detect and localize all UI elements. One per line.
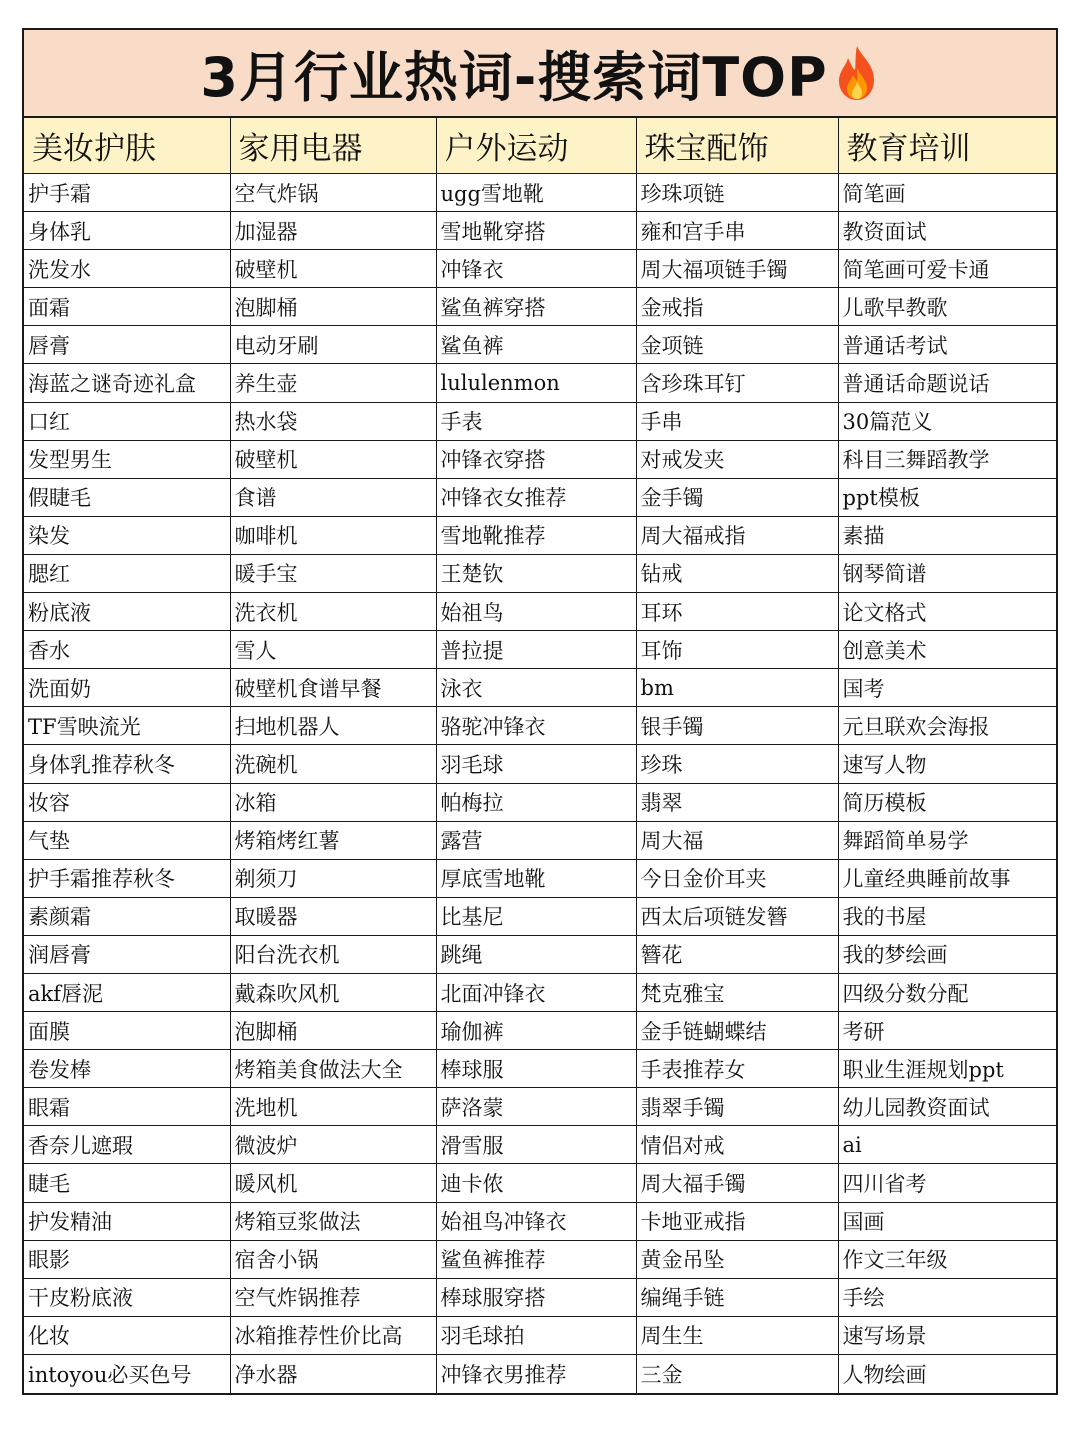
table-row <box>24 821 1056 859</box>
table-cell: 简历模板 <box>838 783 1056 821</box>
column-header-education: 教育培训 <box>838 118 1056 174</box>
table-cell: 电动牙刷 <box>230 326 436 364</box>
page-title: 3月行业热词-搜索词TOP <box>200 45 828 109</box>
table-row <box>24 326 1056 364</box>
table-cell: 论文格式 <box>838 593 1056 631</box>
table-cell: TF雪映流光 <box>24 707 230 745</box>
table-cell: 钢琴简谱 <box>838 554 1056 592</box>
table-cell: 羽毛球拍 <box>436 1316 636 1354</box>
table-cell: 唇膏 <box>24 326 230 364</box>
table-cell: 睫毛 <box>24 1164 230 1202</box>
table-cell: 妆容 <box>24 783 230 821</box>
table-row <box>24 745 1056 783</box>
table-row <box>24 669 1056 707</box>
table-cell: 扫地机器人 <box>230 707 436 745</box>
table-cell: 始祖鸟冲锋衣 <box>436 1202 636 1240</box>
table-cell: 珍珠项链 <box>636 174 838 212</box>
table-cell: 手表 <box>436 402 636 440</box>
table-cell: 破壁机 <box>230 440 436 478</box>
table-cell: 空气炸锅推荐 <box>230 1278 436 1316</box>
table-cell: 普通话命题说话 <box>838 364 1056 402</box>
table-cell: 洗衣机 <box>230 593 436 631</box>
table-row <box>24 402 1056 440</box>
table-cell: 鲨鱼裤推荐 <box>436 1240 636 1278</box>
table-cell: 簪花 <box>636 935 838 973</box>
column-header-appliances: 家用电器 <box>230 118 436 174</box>
table-cell: 阳台洗衣机 <box>230 935 436 973</box>
table-cell: 鲨鱼裤穿搭 <box>436 288 636 326</box>
table-cell: 元旦联欢会海报 <box>838 707 1056 745</box>
table-cell: 热水袋 <box>230 402 436 440</box>
table-cell: 幼儿园教资面试 <box>838 1088 1056 1126</box>
table-cell: 翡翠手镯 <box>636 1088 838 1126</box>
table-cell: 泡脚桶 <box>230 1012 436 1050</box>
table-cell: 暖手宝 <box>230 554 436 592</box>
table-cell: 含珍珠耳钉 <box>636 364 838 402</box>
table-cell: 钻戒 <box>636 554 838 592</box>
table-row <box>24 516 1056 554</box>
table-cell: 情侣对戒 <box>636 1126 838 1164</box>
table-cell: 瑜伽裤 <box>436 1012 636 1050</box>
column-header-outdoor: 户外运动 <box>436 118 636 174</box>
table-row <box>24 1126 1056 1164</box>
table-cell: 北面冲锋衣 <box>436 973 636 1011</box>
table-cell: 冰箱 <box>230 783 436 821</box>
table-cell: 香奈儿遮瑕 <box>24 1126 230 1164</box>
table-row <box>24 973 1056 1011</box>
table-row <box>24 212 1056 250</box>
table-row <box>24 250 1056 288</box>
table-cell: 素描 <box>838 516 1056 554</box>
table-cell: 腮红 <box>24 554 230 592</box>
table-cell: 身体乳 <box>24 212 230 250</box>
table-cell: 黄金吊坠 <box>636 1240 838 1278</box>
table-cell: 养生壶 <box>230 364 436 402</box>
table-cell: 雍和宫手串 <box>636 212 838 250</box>
table-cell: 骆驼冲锋衣 <box>436 707 636 745</box>
table-cell: 卷发棒 <box>24 1050 230 1088</box>
table-cell: 泳衣 <box>436 669 636 707</box>
table-cell: 棒球服 <box>436 1050 636 1088</box>
table-row <box>24 478 1056 516</box>
table-cell: 三金 <box>636 1354 838 1392</box>
table-cell: 今日金价耳夹 <box>636 859 838 897</box>
table-cell: 教资面试 <box>838 212 1056 250</box>
table-cell: 周大福戒指 <box>636 516 838 554</box>
table-cell: 空气炸锅 <box>230 174 436 212</box>
table-row <box>24 1278 1056 1316</box>
table-cell: ai <box>838 1126 1056 1164</box>
table-cell: 净水器 <box>230 1354 436 1392</box>
table-row <box>24 631 1056 669</box>
table-cell: 卡地亚戒指 <box>636 1202 838 1240</box>
fire-icon <box>834 44 880 102</box>
table-cell: 冰箱推荐性价比高 <box>230 1316 436 1354</box>
table-cell: 海蓝之谜奇迹礼盒 <box>24 364 230 402</box>
table-cell: 眼霜 <box>24 1088 230 1126</box>
hot-words-sheet <box>22 28 1058 1395</box>
keyword-table <box>24 118 1056 1393</box>
table-cell: 冲锋衣男推荐 <box>436 1354 636 1392</box>
table-row <box>24 707 1056 745</box>
title-bar <box>24 30 1056 118</box>
column-header-jewelry: 珠宝配饰 <box>636 118 838 174</box>
table-cell: 舞蹈简单易学 <box>838 821 1056 859</box>
table-cell: lululenmon <box>436 364 636 402</box>
table-row <box>24 174 1056 212</box>
table-cell: 国画 <box>838 1202 1056 1240</box>
table-cell: 护手霜 <box>24 174 230 212</box>
table-cell: 耳环 <box>636 593 838 631</box>
table-cell: 化妆 <box>24 1316 230 1354</box>
table-cell: 帕梅拉 <box>436 783 636 821</box>
table-cell: 染发 <box>24 516 230 554</box>
table-cell: 口红 <box>24 402 230 440</box>
table-cell: 干皮粉底液 <box>24 1278 230 1316</box>
table-cell: 羽毛球 <box>436 745 636 783</box>
table-cell: ppt模板 <box>838 478 1056 516</box>
table-cell: 戴森吹风机 <box>230 973 436 1011</box>
table-cell: 梵克雅宝 <box>636 973 838 1011</box>
table-cell: 护手霜推荐秋冬 <box>24 859 230 897</box>
table-cell: 始祖鸟 <box>436 593 636 631</box>
table-cell: 国考 <box>838 669 1056 707</box>
table-cell: 普通话考试 <box>838 326 1056 364</box>
table-cell: 跳绳 <box>436 935 636 973</box>
table-cell: 假睫毛 <box>24 478 230 516</box>
table-cell: 考研 <box>838 1012 1056 1050</box>
table-row <box>24 440 1056 478</box>
table-cell: 洗发水 <box>24 250 230 288</box>
table-row <box>24 1164 1056 1202</box>
table-cell: 洗面奶 <box>24 669 230 707</box>
table-cell: 金戒指 <box>636 288 838 326</box>
table-row <box>24 1088 1056 1126</box>
table-row <box>24 554 1056 592</box>
table-cell: 30篇范义 <box>838 402 1056 440</box>
table-cell: 人物绘画 <box>838 1354 1056 1392</box>
table-cell: 发型男生 <box>24 440 230 478</box>
table-cell: 洗地机 <box>230 1088 436 1126</box>
table-cell: 食谱 <box>230 478 436 516</box>
table-cell: 王楚钦 <box>436 554 636 592</box>
table-cell: 雪地靴推荐 <box>436 516 636 554</box>
table-row <box>24 783 1056 821</box>
table-row <box>24 593 1056 631</box>
table-cell: 冲锋衣女推荐 <box>436 478 636 516</box>
table-row <box>24 859 1056 897</box>
table-cell: 鲨鱼裤 <box>436 326 636 364</box>
table-cell: 儿歌早教歌 <box>838 288 1056 326</box>
table-cell: 破壁机食谱早餐 <box>230 669 436 707</box>
table-cell: 金手镯 <box>636 478 838 516</box>
table-body <box>24 174 1056 1393</box>
table-cell: 香水 <box>24 631 230 669</box>
table-row <box>24 364 1056 402</box>
table-cell: 微波炉 <box>230 1126 436 1164</box>
column-header-beauty: 美妆护肤 <box>24 118 230 174</box>
table-row <box>24 1354 1056 1392</box>
table-cell: 简笔画 <box>838 174 1056 212</box>
table-cell: 周大福手镯 <box>636 1164 838 1202</box>
table-row <box>24 897 1056 935</box>
table-cell: 速写人物 <box>838 745 1056 783</box>
table-cell: bm <box>636 669 838 707</box>
table-cell: 我的梦绘画 <box>838 935 1056 973</box>
table-cell: 取暖器 <box>230 897 436 935</box>
table-cell: 普拉提 <box>436 631 636 669</box>
table-cell: 冲锋衣 <box>436 250 636 288</box>
table-cell: 洗碗机 <box>230 745 436 783</box>
table-cell: 露营 <box>436 821 636 859</box>
table-cell: 破壁机 <box>230 250 436 288</box>
table-cell: 比基尼 <box>436 897 636 935</box>
table-cell: 雪地靴穿搭 <box>436 212 636 250</box>
table-cell: 手串 <box>636 402 838 440</box>
table-cell: 编绳手链 <box>636 1278 838 1316</box>
table-cell: 速写场景 <box>838 1316 1056 1354</box>
table-row <box>24 1050 1056 1088</box>
table-cell: 科目三舞蹈教学 <box>838 440 1056 478</box>
table-cell: intoyou必买色号 <box>24 1354 230 1392</box>
table-cell: 眼影 <box>24 1240 230 1278</box>
table-cell: 烤箱豆浆做法 <box>230 1202 436 1240</box>
table-cell: 珍珠 <box>636 745 838 783</box>
table-cell: 暖风机 <box>230 1164 436 1202</box>
table-row <box>24 1012 1056 1050</box>
table-cell: 萨洛蒙 <box>436 1088 636 1126</box>
table-cell: 咖啡机 <box>230 516 436 554</box>
table-cell: 作文三年级 <box>838 1240 1056 1278</box>
table-row <box>24 1240 1056 1278</box>
table-cell: 简笔画可爱卡通 <box>838 250 1056 288</box>
table-cell: 雪人 <box>230 631 436 669</box>
table-cell: 宿舍小锅 <box>230 1240 436 1278</box>
table-cell: 素颜霜 <box>24 897 230 935</box>
table-cell: 迪卡侬 <box>436 1164 636 1202</box>
table-row <box>24 288 1056 326</box>
table-cell: 金手链蝴蝶结 <box>636 1012 838 1050</box>
table-cell: 泡脚桶 <box>230 288 436 326</box>
table-cell: 银手镯 <box>636 707 838 745</box>
table-cell: 金项链 <box>636 326 838 364</box>
table-cell: 我的书屋 <box>838 897 1056 935</box>
table-cell: ugg雪地靴 <box>436 174 636 212</box>
header-row <box>24 118 1056 174</box>
table-cell: 身体乳推荐秋冬 <box>24 745 230 783</box>
table-row <box>24 935 1056 973</box>
table-cell: 四级分数分配 <box>838 973 1056 1011</box>
table-row <box>24 1202 1056 1240</box>
table-cell: 面膜 <box>24 1012 230 1050</box>
table-cell: 四川省考 <box>838 1164 1056 1202</box>
table-cell: akf唇泥 <box>24 973 230 1011</box>
table-cell: 粉底液 <box>24 593 230 631</box>
table-cell: 加湿器 <box>230 212 436 250</box>
table-cell: 周大福项链手镯 <box>636 250 838 288</box>
table-cell: 儿童经典睡前故事 <box>838 859 1056 897</box>
table-cell: 护发精油 <box>24 1202 230 1240</box>
table-cell: 手绘 <box>838 1278 1056 1316</box>
table-cell: 气垫 <box>24 821 230 859</box>
table-cell: 厚底雪地靴 <box>436 859 636 897</box>
table-cell: 棒球服穿搭 <box>436 1278 636 1316</box>
table-cell: 剃须刀 <box>230 859 436 897</box>
table-cell: 滑雪服 <box>436 1126 636 1164</box>
table-cell: 职业生涯规划ppt <box>838 1050 1056 1088</box>
table-cell: 润唇膏 <box>24 935 230 973</box>
table-cell: 面霜 <box>24 288 230 326</box>
table-cell: 翡翠 <box>636 783 838 821</box>
table-cell: 耳饰 <box>636 631 838 669</box>
table-cell: 西太后项链发簪 <box>636 897 838 935</box>
table-cell: 烤箱美食做法大全 <box>230 1050 436 1088</box>
table-cell: 创意美术 <box>838 631 1056 669</box>
table-cell: 手表推荐女 <box>636 1050 838 1088</box>
table-row <box>24 1316 1056 1354</box>
table-cell: 周大福 <box>636 821 838 859</box>
table-cell: 烤箱烤红薯 <box>230 821 436 859</box>
table-cell: 冲锋衣穿搭 <box>436 440 636 478</box>
table-cell: 对戒发夹 <box>636 440 838 478</box>
table-cell: 周生生 <box>636 1316 838 1354</box>
